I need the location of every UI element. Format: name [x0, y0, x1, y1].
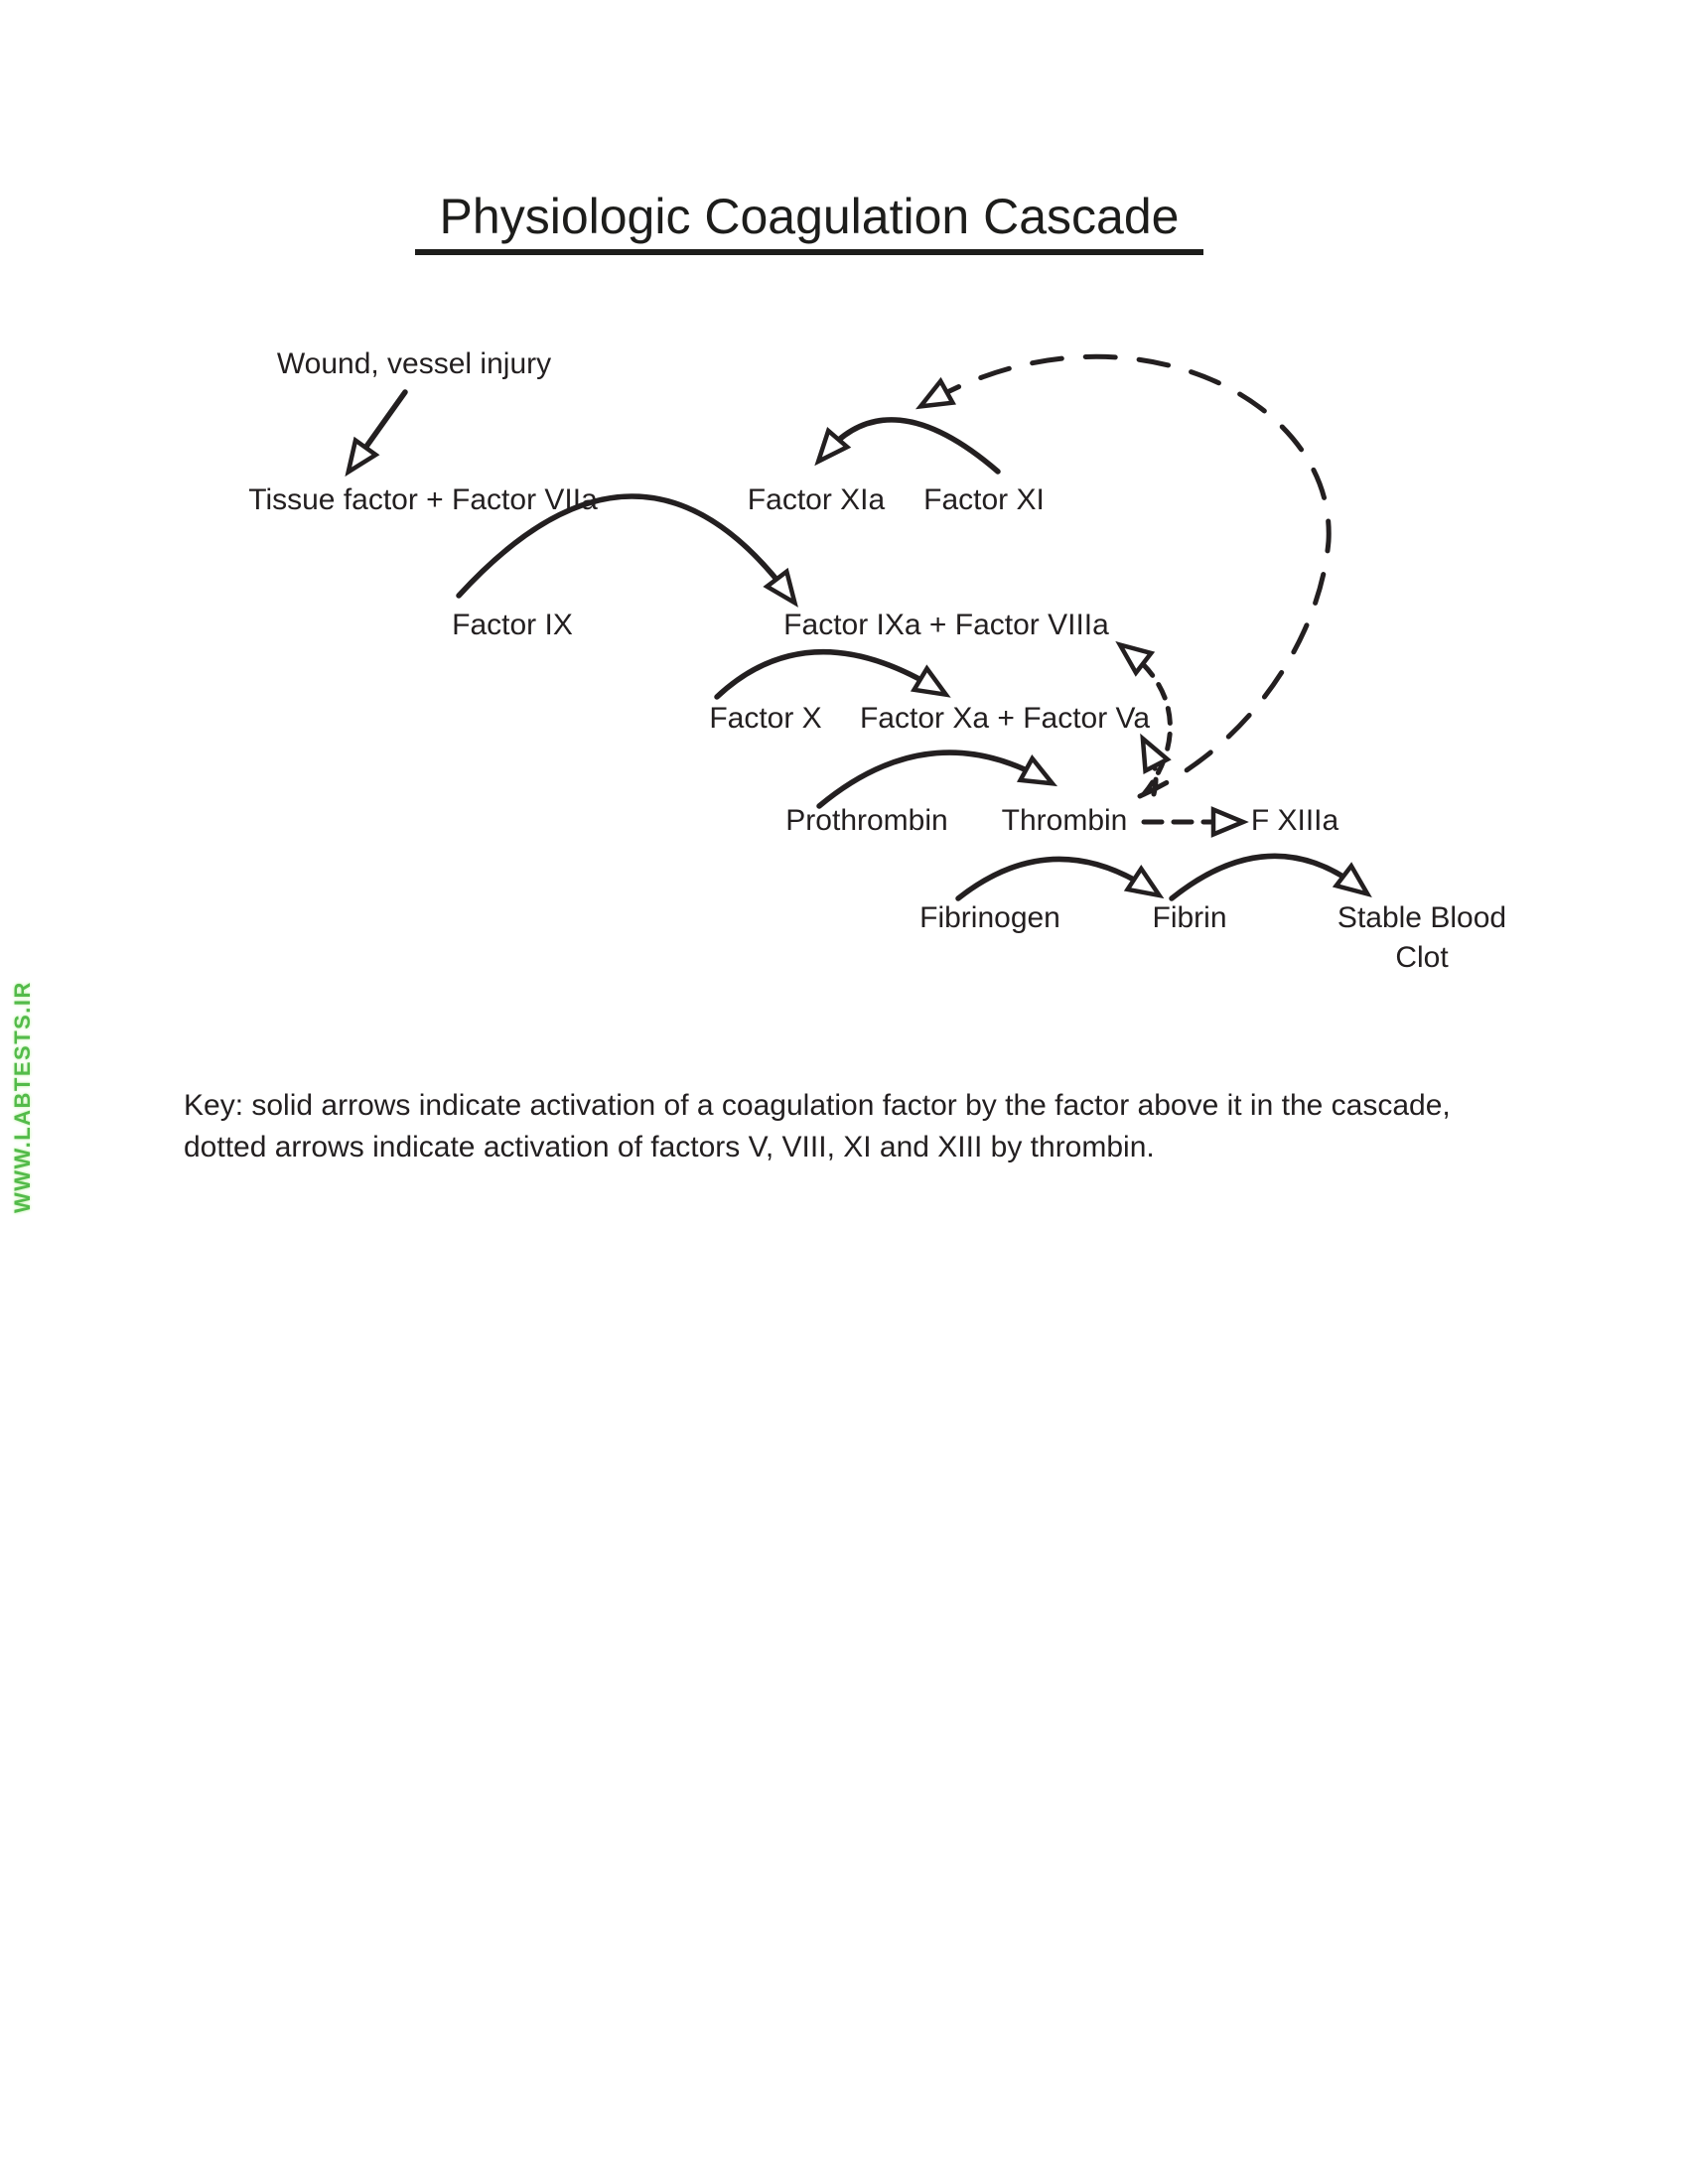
key-legend — [184, 1085, 1451, 1168]
node-fibrin: Fibrin — [1152, 901, 1227, 934]
edge-prothrombin-to-thrombin-arrowhead — [1021, 758, 1053, 783]
edge-wound-to-tissue-factor-arrowhead — [349, 441, 376, 473]
node-stable-blood-clot-line2: Clot — [1395, 941, 1449, 974]
edge-prothrombin-to-thrombin — [819, 752, 1045, 806]
edge-fibrin-to-stable-clot — [1172, 856, 1360, 898]
diagram-title: Physiologic Coagulation Cascade — [439, 189, 1180, 244]
node-stable-blood-clot-line1: Stable Blood — [1336, 901, 1507, 934]
node-factor-xi: Factor XI — [923, 483, 1045, 516]
edge-factor-xi-to-factor-xia — [824, 420, 998, 472]
node-wound: Wound, vessel injury — [276, 347, 552, 380]
node-prothrombin: Prothrombin — [785, 804, 948, 837]
edge-factor-x-to-factor-xa — [717, 652, 938, 697]
edge-thrombin-to-f-xiiia-arrowhead — [1213, 810, 1243, 835]
node-factor-xia: Factor XIa — [747, 483, 886, 516]
node-factor-xa-va: Factor Xa + Factor Va — [859, 702, 1151, 735]
node-stable-blood-clot — [1337, 898, 1506, 978]
key-legend-line1: Key: solid arrows indicate activation of a coagulation factor by the factor above it in the cascade, — [184, 1089, 1451, 1122]
watermark-text: WWW.LABTESTS.IR — [10, 981, 35, 1213]
edge-factor-x-to-factor-xa-arrowhead — [914, 668, 946, 694]
edge-fibrin-to-stable-clot-arrowhead — [1336, 866, 1368, 893]
node-factor-ix: Factor IX — [452, 609, 573, 641]
edge-thrombin-to-factor-xi-arrowhead — [920, 381, 952, 407]
node-factor-ixa-viiia: Factor IXa + Factor VIIIa — [783, 609, 1109, 641]
node-fibrinogen: Fibrinogen — [919, 901, 1060, 934]
node-f-xiiia: F XIIIa — [1250, 804, 1339, 837]
node-factor-x: Factor X — [709, 702, 822, 735]
edge-fibrinogen-to-fibrin — [958, 859, 1152, 898]
node-tissue-factor-viia: Tissue factor + Factor VIIa — [248, 483, 598, 516]
node-thrombin: Thrombin — [1001, 804, 1128, 837]
edge-fibrinogen-to-fibrin-arrowhead — [1128, 869, 1160, 895]
key-legend-line2: dotted arrows indicate activation of factors V, VIII, XI and XIII by thrombin. — [184, 1131, 1155, 1163]
